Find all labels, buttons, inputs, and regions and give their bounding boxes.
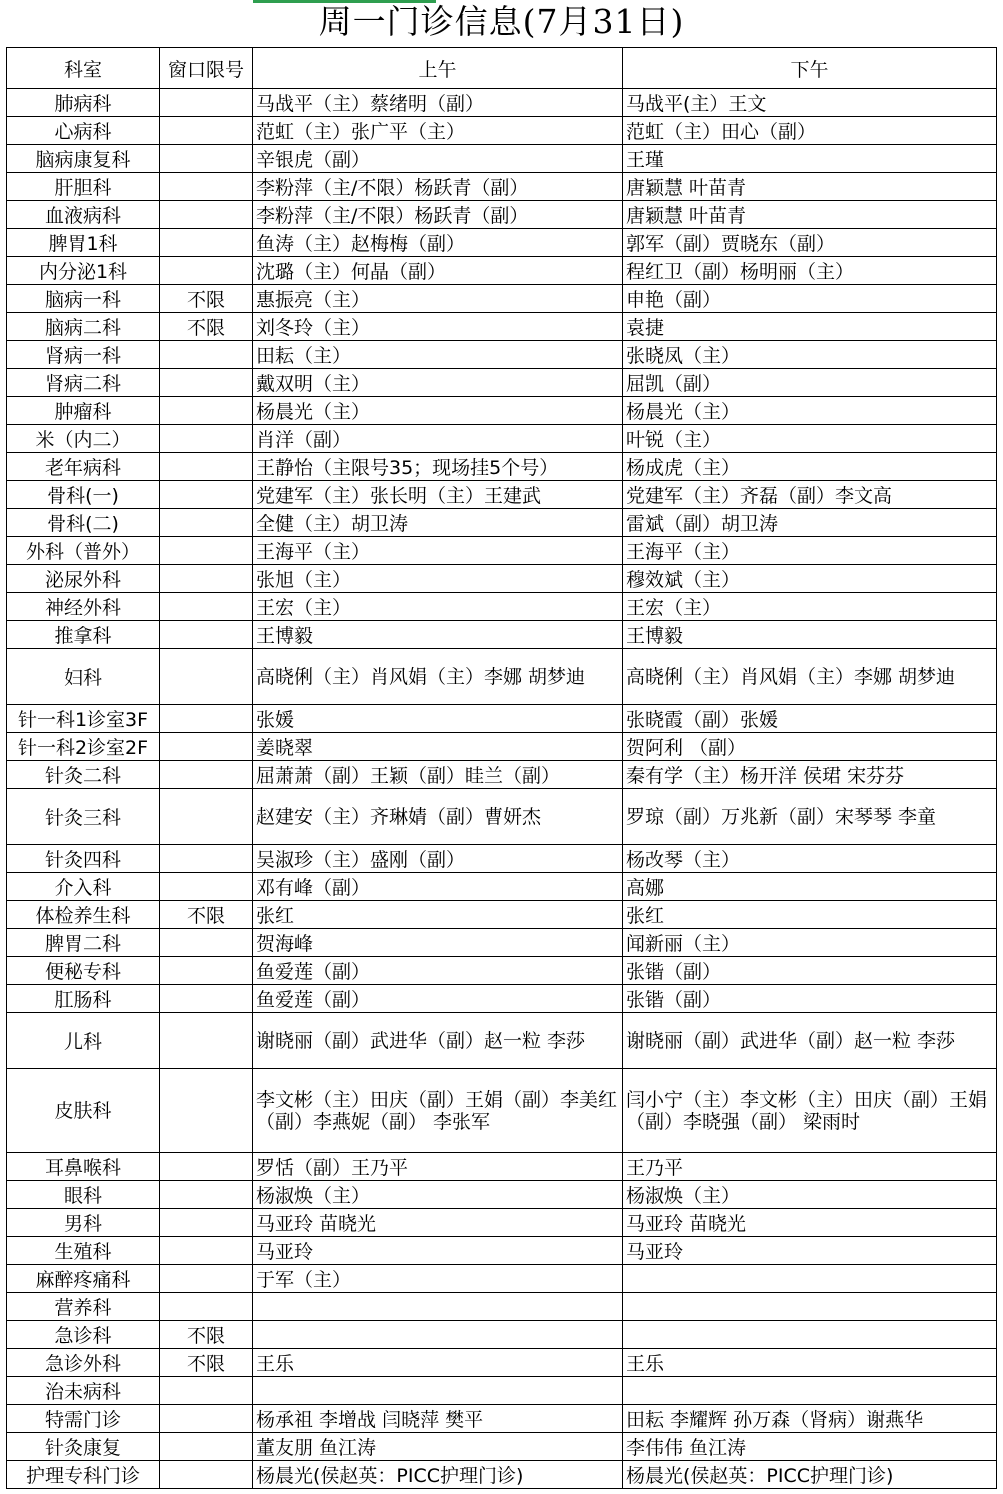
morning-doctors-cell	[253, 1293, 623, 1321]
afternoon-doctors-cell: 屈凯（副）	[623, 369, 997, 397]
window-limit-cell	[160, 1377, 253, 1405]
table-row	[7, 257, 997, 285]
header-morning: 上午	[253, 48, 623, 89]
morning-doctors-cell: 全健（主）胡卫涛	[253, 509, 623, 537]
afternoon-doctors-cell: 李伟伟 鱼江涛	[623, 1433, 997, 1461]
window-limit-cell	[160, 1461, 253, 1489]
table-row	[7, 705, 997, 733]
table-row	[7, 1293, 997, 1321]
department-cell: 眼科	[7, 1181, 160, 1209]
afternoon-doctors-cell	[623, 1377, 997, 1405]
morning-doctors-cell: 罗恬（副）王乃平	[253, 1153, 623, 1181]
table-row	[7, 761, 997, 789]
window-limit-cell	[160, 257, 253, 285]
table-row	[7, 845, 997, 873]
table-row	[7, 453, 997, 481]
window-limit-cell	[160, 425, 253, 453]
window-limit-cell	[160, 453, 253, 481]
morning-doctors-cell	[253, 1377, 623, 1405]
department-cell: 针灸二科	[7, 761, 160, 789]
morning-doctors-cell: 李文彬（主）田庆（副）王娟（副）李美红（副）李燕妮（副） 李张军	[253, 1069, 623, 1153]
afternoon-doctors-cell: 谢晓丽（副）武进华（副）赵一粒 李莎	[623, 1013, 997, 1069]
department-cell: 护理专科门诊	[7, 1461, 160, 1489]
window-limit-cell	[160, 957, 253, 985]
department-cell: 脑病一科	[7, 285, 160, 313]
table-row	[7, 89, 997, 117]
table-row	[7, 733, 997, 761]
morning-doctors-cell: 王博毅	[253, 621, 623, 649]
department-cell: 耳鼻喉科	[7, 1153, 160, 1181]
window-limit-cell	[160, 705, 253, 733]
department-cell: 外科（普外）	[7, 537, 160, 565]
afternoon-doctors-cell: 贺阿利 （副）	[623, 733, 997, 761]
afternoon-doctors-cell: 王瑾	[623, 145, 997, 173]
morning-doctors-cell: 王乐	[253, 1349, 623, 1377]
morning-doctors-cell: 邓有峰（副）	[253, 873, 623, 901]
table-row	[7, 957, 997, 985]
afternoon-doctors-cell: 程红卫（副）杨明丽（主）	[623, 257, 997, 285]
morning-doctors-cell: 王静怡（主限号35；现场挂5个号）	[253, 453, 623, 481]
table-row	[7, 649, 997, 705]
morning-doctors-cell: 田耘（主）	[253, 341, 623, 369]
morning-doctors-cell: 贺海峰	[253, 929, 623, 957]
afternoon-doctors-cell: 杨淑焕（主）	[623, 1181, 997, 1209]
window-limit-cell	[160, 1153, 253, 1181]
department-cell: 骨科(一)	[7, 481, 160, 509]
morning-doctors-cell: 谢晓丽（副）武进华（副）赵一粒 李莎	[253, 1013, 623, 1069]
morning-doctors-cell: 屈萧萧（副）王颖（副）眭兰（副）	[253, 761, 623, 789]
department-cell: 泌尿外科	[7, 565, 160, 593]
table-row	[7, 901, 997, 929]
page-title: 周一门诊信息(7月31日)	[318, 2, 685, 41]
table-row	[7, 1321, 997, 1349]
table-row	[7, 537, 997, 565]
department-cell: 米（内二）	[7, 425, 160, 453]
afternoon-doctors-cell: 党建军（主）齐磊（副）李文高	[623, 481, 997, 509]
morning-doctors-cell: 鱼爱莲（副）	[253, 957, 623, 985]
window-limit-cell	[160, 537, 253, 565]
department-cell: 营养科	[7, 1293, 160, 1321]
afternoon-doctors-cell: 王博毅	[623, 621, 997, 649]
table-row	[7, 509, 997, 537]
window-limit-cell	[160, 173, 253, 201]
table-row	[7, 313, 997, 341]
morning-doctors-cell: 赵建安（主）齐琳婧（副）曹妍杰	[253, 789, 623, 845]
window-limit-cell: 不限	[160, 313, 253, 341]
table-row	[7, 341, 997, 369]
window-limit-cell	[160, 509, 253, 537]
morning-doctors-cell: 鱼爱莲（副）	[253, 985, 623, 1013]
department-cell: 治未病科	[7, 1377, 160, 1405]
window-limit-cell	[160, 1069, 253, 1153]
table-row	[7, 1181, 997, 1209]
morning-doctors-cell: 戴双明（主）	[253, 369, 623, 397]
department-cell: 肛肠科	[7, 985, 160, 1013]
window-limit-cell	[160, 341, 253, 369]
afternoon-doctors-cell	[623, 1265, 997, 1293]
afternoon-doctors-cell: 秦有学（主）杨开洋 侯珺 宋芬芬	[623, 761, 997, 789]
afternoon-doctors-cell: 郭军（副）贾晓东（副）	[623, 229, 997, 257]
window-limit-cell	[160, 481, 253, 509]
window-limit-cell	[160, 1433, 253, 1461]
afternoon-doctors-cell: 王乃平	[623, 1153, 997, 1181]
morning-doctors-cell: 惠振亮（主）	[253, 285, 623, 313]
afternoon-doctors-cell: 张锴（副）	[623, 985, 997, 1013]
window-limit-cell	[160, 1237, 253, 1265]
afternoon-doctors-cell: 张晓凤（主）	[623, 341, 997, 369]
department-cell: 针灸康复	[7, 1433, 160, 1461]
table-row	[7, 117, 997, 145]
afternoon-doctors-cell: 杨晨光（主）	[623, 397, 997, 425]
window-limit-cell	[160, 1405, 253, 1433]
morning-doctors-cell: 王海平（主）	[253, 537, 623, 565]
window-limit-cell: 不限	[160, 901, 253, 929]
department-cell: 皮肤科	[7, 1069, 160, 1153]
afternoon-doctors-cell: 王海平（主）	[623, 537, 997, 565]
afternoon-doctors-cell: 马亚玲 苗晓光	[623, 1209, 997, 1237]
window-limit-cell	[160, 929, 253, 957]
window-limit-cell: 不限	[160, 1321, 253, 1349]
clinic-schedule-table	[6, 47, 997, 1489]
table-row	[7, 1069, 997, 1153]
afternoon-doctors-cell: 田耘 李耀辉 孙万森（肾病）谢燕华	[623, 1405, 997, 1433]
morning-doctors-cell: 范虹（主）张广平（主）	[253, 117, 623, 145]
afternoon-doctors-cell: 杨晨光(侯赵英：PICC护理门诊)	[623, 1461, 997, 1489]
morning-doctors-cell: 马亚玲 苗晓光	[253, 1209, 623, 1237]
afternoon-doctors-cell: 高娜	[623, 873, 997, 901]
table-row	[7, 369, 997, 397]
morning-doctors-cell	[253, 1321, 623, 1349]
afternoon-doctors-cell: 张晓霞（副）张媛	[623, 705, 997, 733]
department-cell: 肝胆科	[7, 173, 160, 201]
window-limit-cell	[160, 873, 253, 901]
window-limit-cell	[160, 229, 253, 257]
morning-doctors-cell: 李粉萍（主/不限）杨跃青（副）	[253, 201, 623, 229]
table-row	[7, 621, 997, 649]
table-row	[7, 229, 997, 257]
afternoon-doctors-cell: 叶锐（主）	[623, 425, 997, 453]
department-cell: 血液病科	[7, 201, 160, 229]
morning-doctors-cell: 肖洋（副）	[253, 425, 623, 453]
department-cell: 心病科	[7, 117, 160, 145]
window-limit-cell	[160, 761, 253, 789]
morning-doctors-cell: 于军（主）	[253, 1265, 623, 1293]
department-cell: 内分泌1科	[7, 257, 160, 285]
table-row	[7, 873, 997, 901]
morning-doctors-cell: 杨承祖 李增战 闫晓萍 樊平	[253, 1405, 623, 1433]
window-limit-cell	[160, 565, 253, 593]
department-cell: 男科	[7, 1209, 160, 1237]
table-row	[7, 565, 997, 593]
window-limit-cell	[160, 985, 253, 1013]
table-row	[7, 145, 997, 173]
table-row	[7, 1349, 997, 1377]
department-cell: 脾胃1科	[7, 229, 160, 257]
window-limit-cell	[160, 1181, 253, 1209]
afternoon-doctors-cell: 穆效斌（主）	[623, 565, 997, 593]
department-cell: 肾病二科	[7, 369, 160, 397]
afternoon-doctors-cell: 杨成虎（主）	[623, 453, 997, 481]
morning-doctors-cell: 沈璐（主）何晶（副）	[253, 257, 623, 285]
window-limit-cell	[160, 117, 253, 145]
morning-doctors-cell: 张红	[253, 901, 623, 929]
afternoon-doctors-cell: 范虹（主）田心（副）	[623, 117, 997, 145]
afternoon-doctors-cell: 马战平(主）王文	[623, 89, 997, 117]
afternoon-doctors-cell: 高晓俐（主）肖风娟（主）李娜 胡梦迪	[623, 649, 997, 705]
department-cell: 妇科	[7, 649, 160, 705]
afternoon-doctors-cell: 闫小宁（主）李文彬（主）田庆（副）王娟（副）李晓强（副） 梁雨时	[623, 1069, 997, 1153]
window-limit-cell	[160, 1209, 253, 1237]
table-row	[7, 789, 997, 845]
table-row	[7, 481, 997, 509]
table-header-row	[7, 48, 997, 89]
morning-doctors-cell: 杨晨光(侯赵英：PICC护理门诊)	[253, 1461, 623, 1489]
afternoon-doctors-cell: 申艳（副）	[623, 285, 997, 313]
morning-doctors-cell: 姜晓翠	[253, 733, 623, 761]
department-cell: 麻醉疼痛科	[7, 1265, 160, 1293]
window-limit-cell	[160, 1265, 253, 1293]
morning-doctors-cell: 马战平（主）蔡绪明（副）	[253, 89, 623, 117]
morning-doctors-cell: 高晓俐（主）肖风娟（主）李娜 胡梦迪	[253, 649, 623, 705]
department-cell: 肿瘤科	[7, 397, 160, 425]
morning-doctors-cell: 张旭（主）	[253, 565, 623, 593]
table-row	[7, 929, 997, 957]
table-row	[7, 1405, 997, 1433]
afternoon-doctors-cell: 唐颖慧 叶苗青	[623, 173, 997, 201]
window-limit-cell	[160, 369, 253, 397]
window-limit-cell: 不限	[160, 1349, 253, 1377]
afternoon-doctors-cell	[623, 1293, 997, 1321]
department-cell: 骨科(二)	[7, 509, 160, 537]
department-cell: 老年病科	[7, 453, 160, 481]
afternoon-doctors-cell: 杨改琴（主）	[623, 845, 997, 873]
header-window-limit: 窗口限号	[160, 48, 253, 89]
morning-doctors-cell: 辛银虎（副）	[253, 145, 623, 173]
afternoon-doctors-cell: 马亚玲	[623, 1237, 997, 1265]
table-row	[7, 173, 997, 201]
window-limit-cell	[160, 845, 253, 873]
table-row	[7, 593, 997, 621]
header-department: 科室	[7, 48, 160, 89]
table-row	[7, 1377, 997, 1405]
afternoon-doctors-cell: 张锴（副）	[623, 957, 997, 985]
window-limit-cell	[160, 397, 253, 425]
table-row	[7, 425, 997, 453]
morning-doctors-cell: 党建军（主）张长明（主）王建武	[253, 481, 623, 509]
morning-doctors-cell: 杨晨光（主）	[253, 397, 623, 425]
afternoon-doctors-cell: 王乐	[623, 1349, 997, 1377]
department-cell: 脾胃二科	[7, 929, 160, 957]
morning-doctors-cell: 王宏（主）	[253, 593, 623, 621]
window-limit-cell	[160, 89, 253, 117]
department-cell: 针灸三科	[7, 789, 160, 845]
window-limit-cell: 不限	[160, 285, 253, 313]
department-cell: 针一科1诊室3F	[7, 705, 160, 733]
department-cell: 脑病康复科	[7, 145, 160, 173]
afternoon-doctors-cell	[623, 1321, 997, 1349]
department-cell: 神经外科	[7, 593, 160, 621]
department-cell: 肾病一科	[7, 341, 160, 369]
department-cell: 介入科	[7, 873, 160, 901]
morning-doctors-cell: 马亚玲	[253, 1237, 623, 1265]
morning-doctors-cell: 张媛	[253, 705, 623, 733]
afternoon-doctors-cell: 王宏（主）	[623, 593, 997, 621]
table-row	[7, 285, 997, 313]
window-limit-cell	[160, 789, 253, 845]
department-cell: 脑病二科	[7, 313, 160, 341]
department-cell: 针一科2诊室2F	[7, 733, 160, 761]
window-limit-cell	[160, 1293, 253, 1321]
window-limit-cell	[160, 649, 253, 705]
morning-doctors-cell: 鱼涛（主）赵梅梅（副）	[253, 229, 623, 257]
table-row	[7, 1209, 997, 1237]
table-row	[7, 1461, 997, 1489]
table-row	[7, 1153, 997, 1181]
department-cell: 针灸四科	[7, 845, 160, 873]
table-row	[7, 1265, 997, 1293]
morning-doctors-cell: 李粉萍（主/不限）杨跃青（副）	[253, 173, 623, 201]
department-cell: 推拿科	[7, 621, 160, 649]
afternoon-doctors-cell: 罗琼（副）万兆新（副）宋琴琴 李童	[623, 789, 997, 845]
department-cell: 急诊科	[7, 1321, 160, 1349]
window-limit-cell	[160, 145, 253, 173]
table-row	[7, 1237, 997, 1265]
window-limit-cell	[160, 593, 253, 621]
department-cell: 特需门诊	[7, 1405, 160, 1433]
afternoon-doctors-cell: 雷斌（副）胡卫涛	[623, 509, 997, 537]
afternoon-doctors-cell: 张红	[623, 901, 997, 929]
department-cell: 体检养生科	[7, 901, 160, 929]
department-cell: 儿科	[7, 1013, 160, 1069]
department-cell: 便秘专科	[7, 957, 160, 985]
window-limit-cell	[160, 1013, 253, 1069]
afternoon-doctors-cell: 唐颖慧 叶苗青	[623, 201, 997, 229]
table-row	[7, 985, 997, 1013]
department-cell: 急诊外科	[7, 1349, 160, 1377]
morning-doctors-cell: 刘冬玲（主）	[253, 313, 623, 341]
morning-doctors-cell: 董友朋 鱼江涛	[253, 1433, 623, 1461]
window-limit-cell	[160, 201, 253, 229]
table-row	[7, 397, 997, 425]
afternoon-doctors-cell: 闻新丽（主）	[623, 929, 997, 957]
department-cell: 肺病科	[7, 89, 160, 117]
window-limit-cell	[160, 621, 253, 649]
window-limit-cell	[160, 733, 253, 761]
morning-doctors-cell: 杨淑焕（主）	[253, 1181, 623, 1209]
table-row	[7, 201, 997, 229]
table-row	[7, 1013, 997, 1069]
afternoon-doctors-cell: 袁捷	[623, 313, 997, 341]
morning-doctors-cell: 吴淑珍（主）盛刚（副）	[253, 845, 623, 873]
department-cell: 生殖科	[7, 1237, 160, 1265]
header-afternoon: 下午	[623, 48, 997, 89]
table-row	[7, 1433, 997, 1461]
